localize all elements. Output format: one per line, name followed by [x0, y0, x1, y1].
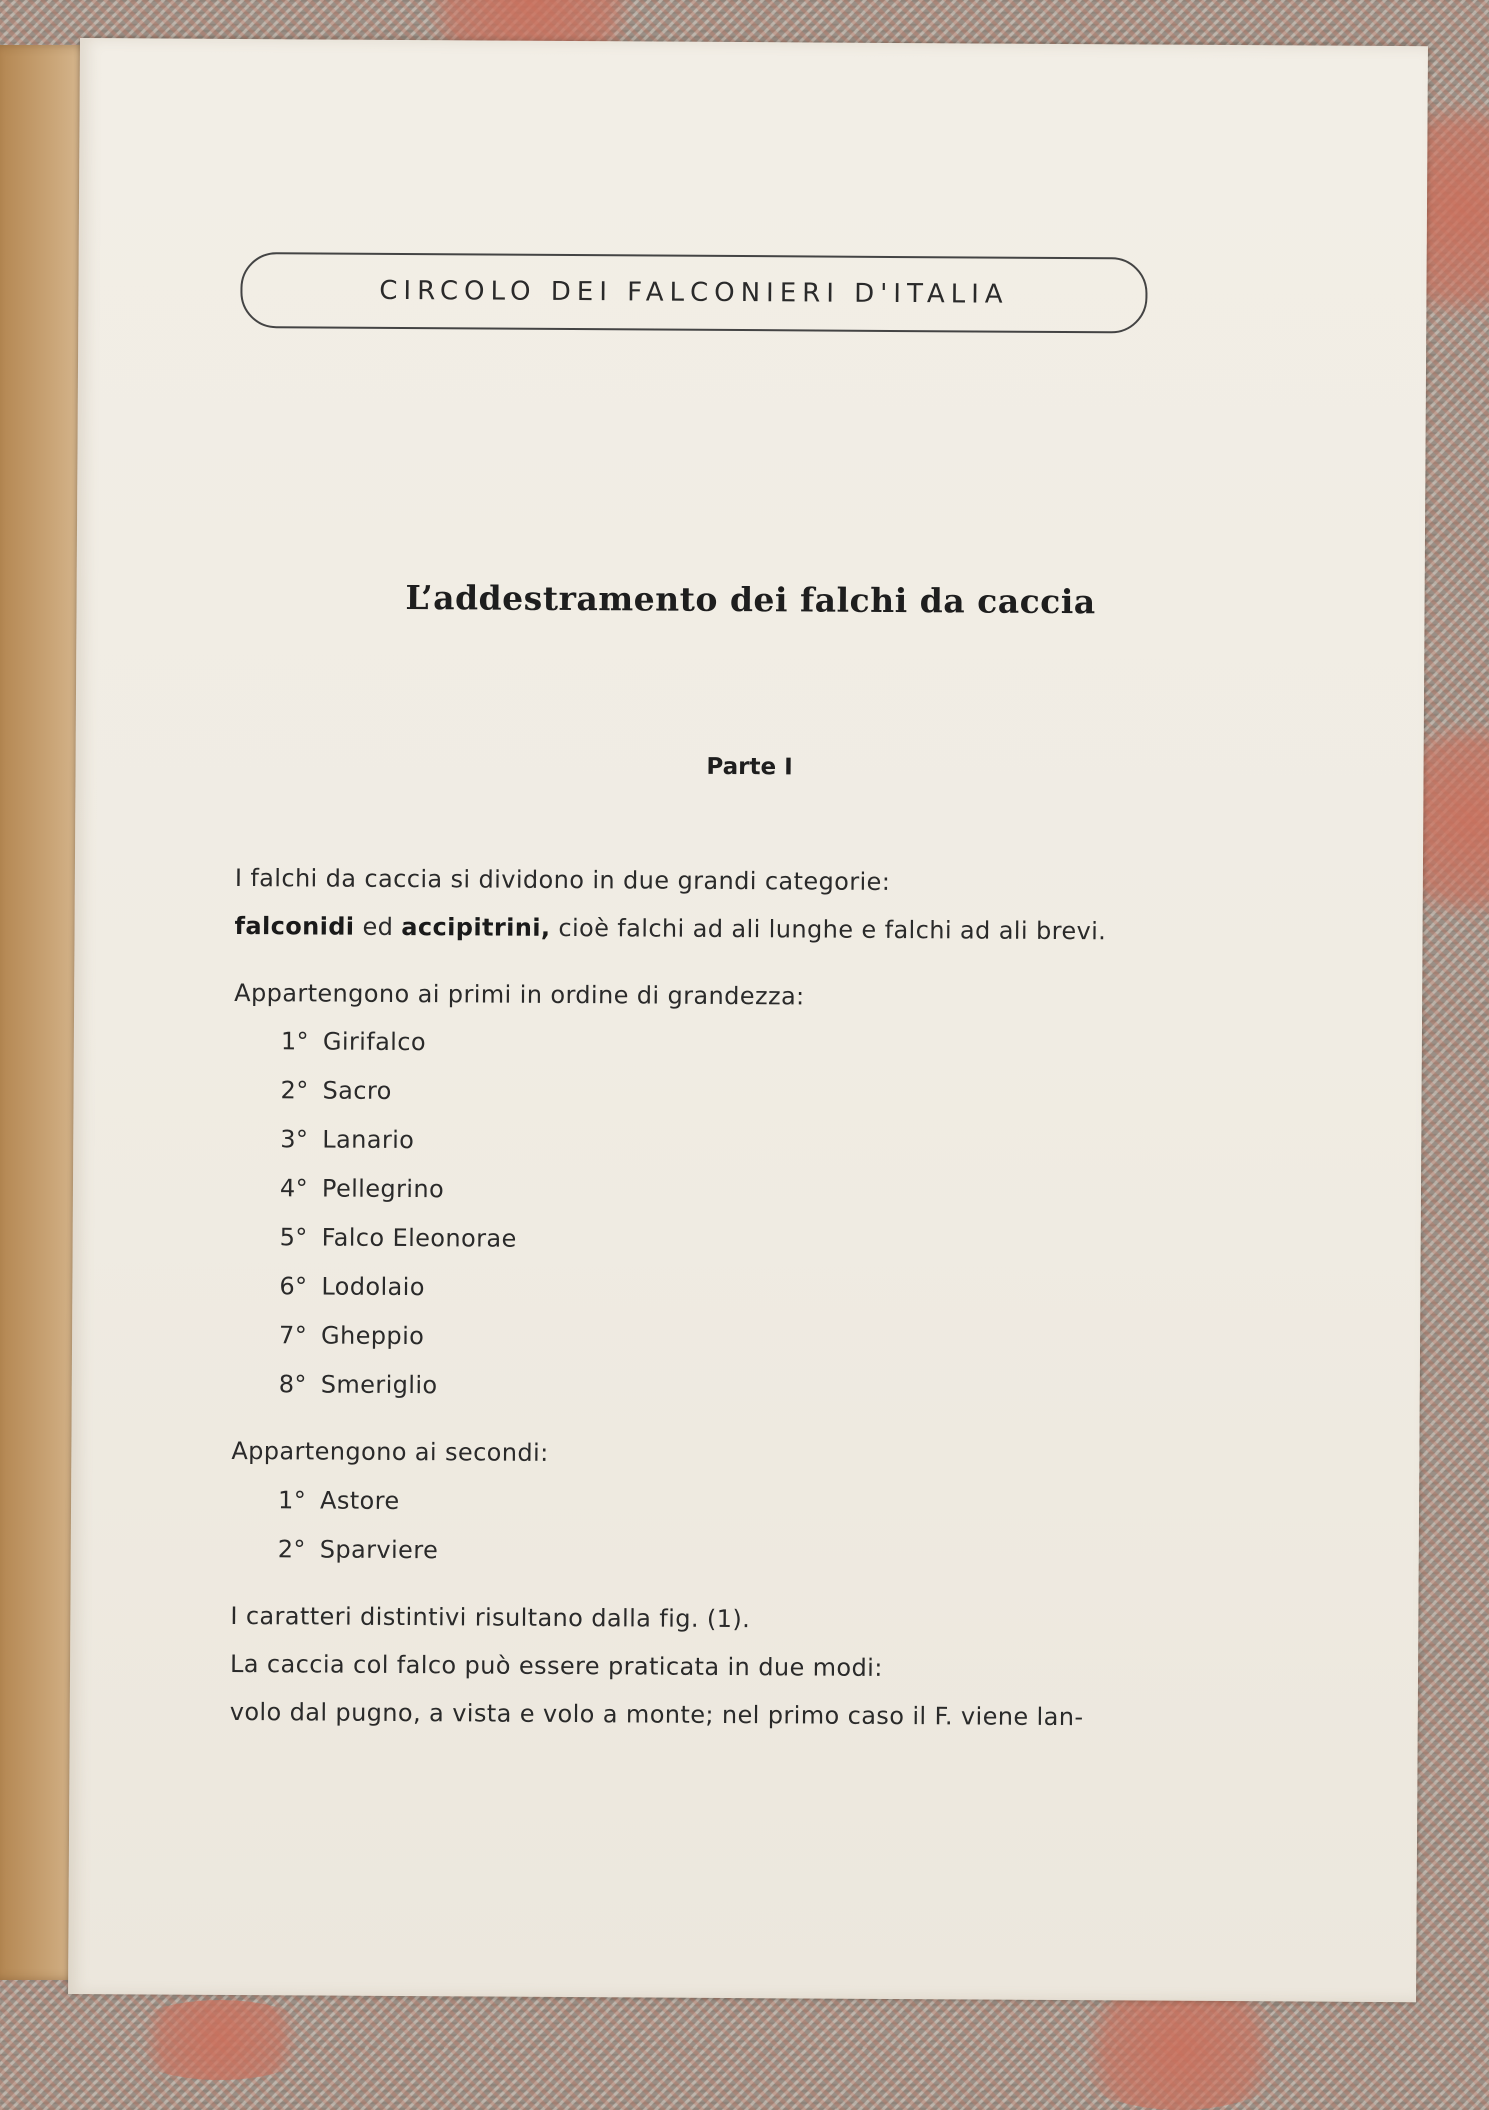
list-label: Smeriglio [320, 1370, 438, 1400]
list-label: Lanario [322, 1125, 415, 1155]
first-group-intro: Appartengono ai primi in ordine di grandezza: [234, 978, 805, 1011]
document-page [68, 38, 1428, 2002]
list-item [281, 1027, 426, 1056]
list-item [280, 1125, 414, 1154]
list-label: Girifalco [322, 1027, 427, 1057]
list-number: 7° [278, 1321, 308, 1350]
list-label: Falco Eleonorae [321, 1223, 517, 1253]
list-item [280, 1223, 517, 1252]
list-number: 3° [280, 1125, 309, 1154]
categories-description: cioè falchi ad ali lunghe e falchi ad ali brevi. [550, 913, 1107, 946]
header-banner [240, 252, 1147, 334]
list-number: 1° [280, 1027, 310, 1056]
list-label: Pellegrino [321, 1174, 445, 1204]
list-item [279, 1321, 424, 1350]
categories-line [234, 912, 1106, 945]
list-label: Gheppio [320, 1321, 425, 1351]
list-item [279, 1370, 438, 1399]
list-label: Astore [319, 1486, 400, 1515]
fabric-pattern [1060, 1990, 1300, 2110]
fabric-pattern [120, 2000, 320, 2080]
term-falconidi: falconidi [234, 911, 355, 941]
list-number: 1° [277, 1486, 307, 1515]
list-item [278, 1486, 400, 1515]
part-heading: Parte I [706, 753, 793, 781]
second-group-intro: Appartengono ai secondi: [231, 1436, 549, 1467]
list-item [278, 1535, 439, 1564]
conjunction: ed [354, 912, 402, 941]
list-number: 4° [279, 1174, 309, 1203]
paragraph-line: volo dal pugno, a vista e volo a monte; nel primo caso il F. viene lan- [229, 1697, 1084, 1732]
intro-line: I falchi da caccia si dividono in due grandi categorie: [234, 863, 891, 896]
list-number: 6° [279, 1272, 308, 1301]
list-item [280, 1174, 444, 1203]
list-label: Lodolaio [321, 1272, 425, 1302]
circle-title: CIRCOLO DEI FALCONIERI D'ITALIA [379, 275, 1009, 310]
term-accipitrini: accipitrini, [401, 912, 551, 942]
list-label: Sparviere [319, 1535, 439, 1565]
list-label: Sacro [322, 1076, 392, 1105]
list-number: 2° [280, 1076, 309, 1105]
document-title: L’addestramento dei falchi da caccia [405, 577, 1096, 622]
list-number: 2° [277, 1535, 306, 1564]
list-number: 8° [278, 1370, 307, 1399]
list-item [279, 1272, 425, 1301]
paragraph-line: La caccia col falco può essere praticata in due modi: [229, 1649, 883, 1682]
paragraph-line: I caratteri distintivi risultano dalla fig. (1). [230, 1601, 751, 1634]
list-number: 5° [279, 1223, 308, 1252]
list-item [280, 1076, 391, 1105]
